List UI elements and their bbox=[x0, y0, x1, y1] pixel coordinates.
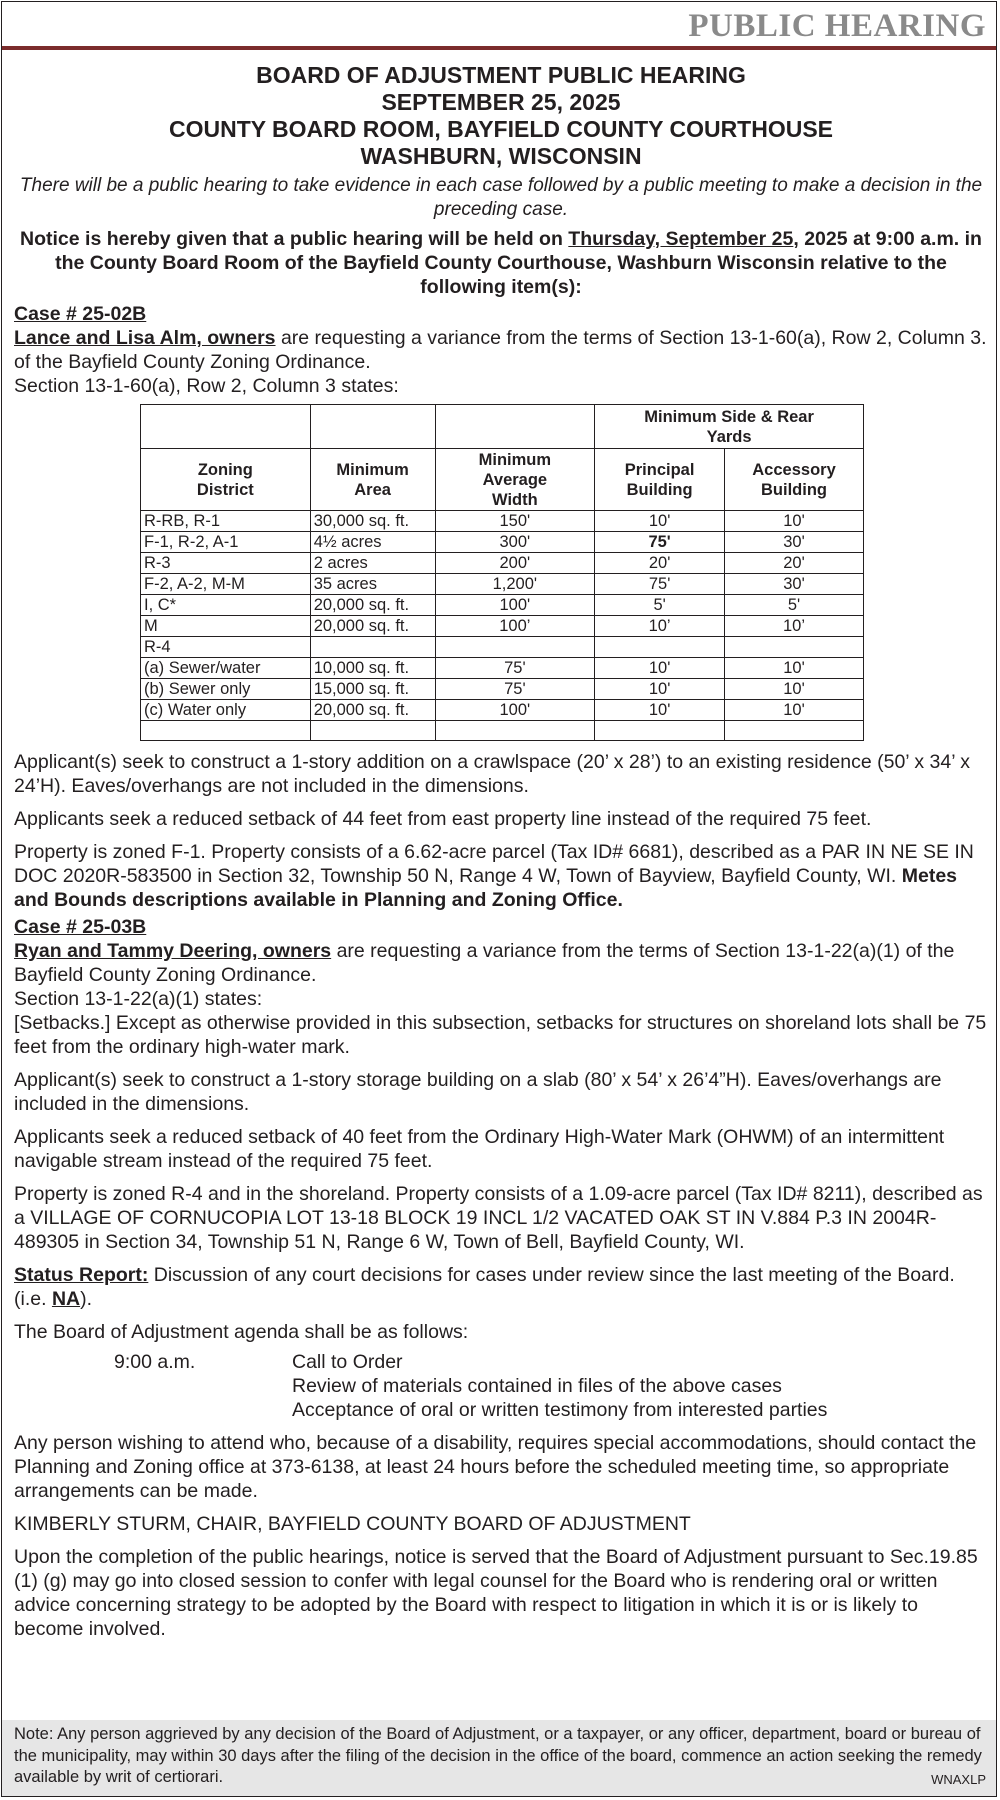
notice-pre: Notice is hereby given that a public hearing will be held on bbox=[20, 228, 569, 250]
table-cell: 10' bbox=[595, 700, 725, 721]
table-row bbox=[141, 637, 864, 658]
closed-session-text: Upon the completion of the public hearings, notice is served that the Board of Adjustment pursuant to Sec.19.85 (1) (g) may go into closed session to confer with legal counsel for the Board who is rendering oral or written advice concerning strategy to be adopted by the Board with respect to litigation in which it is or is likely to become involved. bbox=[14, 1546, 978, 1640]
table-cell: 2 acres bbox=[310, 553, 435, 574]
status-report bbox=[14, 1263, 988, 1311]
notice-post: , 2025 at 9:00 a.m. in the County Board Room of the Bayfield County Courthouse, Washburn Wisconsin relative to the following item(s): bbox=[55, 228, 982, 298]
table-cell: 15,000 sq. ft. bbox=[310, 679, 435, 700]
case-paragraph bbox=[14, 840, 988, 912]
case-paragraph-bold: Metes and Bounds descriptions available in Planning and Zoning Office. bbox=[14, 865, 958, 911]
table-cell: 35 acres bbox=[310, 574, 435, 595]
table-row bbox=[141, 574, 864, 595]
table-cell: 150' bbox=[435, 511, 595, 532]
notice-body bbox=[14, 62, 988, 1641]
table-row bbox=[141, 511, 864, 532]
case-paragraph: Applicants seek a reduced setback of 44 feet from east property line instead of the required 75 feet. bbox=[14, 808, 872, 830]
table-cell: 4½ acres bbox=[310, 532, 435, 553]
agenda-row bbox=[14, 1350, 988, 1422]
table-row bbox=[141, 553, 864, 574]
case-request-text: are requesting a variance from the terms of Section 13-1-60(a), Row 2, Column 3. of the Bayfield County Zoning Ordinance. bbox=[14, 327, 987, 373]
case-owners: Ryan and Tammy Deering, owners bbox=[14, 940, 332, 962]
agenda-time: 9:00 a.m. bbox=[114, 1351, 196, 1373]
table-cell: 300' bbox=[435, 532, 595, 553]
table-cell: 75' bbox=[435, 658, 595, 679]
zoning-table bbox=[140, 404, 864, 741]
heading-line: BOARD OF ADJUSTMENT PUBLIC HEARING bbox=[256, 62, 746, 88]
status-end: ). bbox=[80, 1288, 93, 1310]
section-intro: Section 13-1-22(a)(1) states: bbox=[14, 988, 263, 1010]
table-cell: 10' bbox=[725, 511, 864, 532]
table-cell: 100’ bbox=[435, 616, 595, 637]
table-cell: 10' bbox=[725, 679, 864, 700]
table-cell: 10' bbox=[725, 700, 864, 721]
table-cell: (b) Sewer only bbox=[141, 679, 311, 700]
table-row bbox=[141, 616, 864, 637]
table-cell bbox=[310, 721, 435, 741]
table-cell bbox=[725, 721, 864, 741]
heading-date: SEPTEMBER 25, 2025 bbox=[381, 89, 621, 115]
table-cell: 5' bbox=[725, 595, 864, 616]
table-cell: 20,000 sq. ft. bbox=[310, 616, 435, 637]
section-intro: Section 13-1-60(a), Row 2, Column 3 states: bbox=[14, 375, 399, 397]
table-row bbox=[141, 721, 864, 741]
table-cell: (a) Sewer/water bbox=[141, 658, 311, 679]
case-label: Case # 25-03B bbox=[14, 916, 147, 938]
table-cell: 10’ bbox=[595, 616, 725, 637]
table-header: Principal Building bbox=[595, 449, 725, 511]
table-cell: 20' bbox=[725, 553, 864, 574]
heading bbox=[14, 62, 988, 170]
table-cell: 20,000 sq. ft. bbox=[310, 700, 435, 721]
case-paragraph: Property is zoned R-4 and in the shoreland. Property consists of a 1.09-acre parcel (Tax ID# 8211), described as a VILLAGE OF CORNUCOPIA LOT 13-18 BLOCK 19 INCL 1/2 VACATED OAK ST IN V.884 P.3 IN 2004R-489305 in Section 34, Township 51 N, Range 6 W, Town of Bell, Bayfield County, WI. bbox=[14, 1183, 983, 1253]
case-request bbox=[14, 326, 988, 374]
case-label: Case # 25-02B bbox=[14, 303, 147, 325]
table-header: Minimum Area bbox=[310, 449, 435, 511]
table-cell bbox=[595, 637, 725, 658]
table-cell: F-2, A-2, M-M bbox=[141, 574, 311, 595]
footer-note-text: Note: Any person aggrieved by any decision of the Board of Adjustment, or a taxpayer, or any officer, department, board or bureau of the municipality, may within 30 days after the filing of the decision in the office of the board, commence an action seeking the remedy available by writ of certiorari. bbox=[14, 1725, 982, 1786]
table-cell bbox=[435, 721, 595, 741]
banner bbox=[2, 2, 996, 50]
table-cell: 75' bbox=[595, 574, 725, 595]
table-cell: 5' bbox=[595, 595, 725, 616]
notice-text bbox=[14, 227, 988, 299]
case-paragraph: Applicants seek a reduced setback of 40 feet from the Ordinary High-Water Mark (OHWM) of an intermittent navigable stream instead of the required 75 feet. bbox=[14, 1126, 945, 1172]
intro-text: There will be a public hearing to take evidence in each case followed by a public meeting to make a decision in the preceding case. bbox=[19, 175, 983, 220]
notice-frame bbox=[1, 1, 997, 1797]
table-cell: 100' bbox=[435, 595, 595, 616]
table-header-blank bbox=[310, 405, 435, 449]
table-row bbox=[141, 679, 864, 700]
footer-note bbox=[2, 1720, 996, 1796]
table-cell: 10' bbox=[595, 658, 725, 679]
case-owners: Lance and Lisa Alm, owners bbox=[14, 327, 276, 349]
table-header: Accessory Building bbox=[725, 449, 864, 511]
table-cell: 10' bbox=[725, 658, 864, 679]
table-cell: 30' bbox=[725, 574, 864, 595]
table-cell: 10’ bbox=[725, 616, 864, 637]
table-cell: 1,200' bbox=[435, 574, 595, 595]
section-quote: [Setbacks.] Except as otherwise provided in this subsection, setbacks for structures on shoreland lots shall be 75 feet from the ordinary high-water mark. bbox=[14, 1012, 987, 1058]
table-header-group: Minimum Side & Rear Yards bbox=[595, 405, 864, 449]
table-cell: (c) Water only bbox=[141, 700, 311, 721]
agenda-item: Call to Order bbox=[292, 1351, 403, 1373]
table-cell: R-3 bbox=[141, 553, 311, 574]
agenda-item: Review of materials contained in files of the above cases bbox=[292, 1375, 782, 1397]
table-cell: R-4 bbox=[141, 637, 311, 658]
zoning-table-body bbox=[141, 511, 864, 741]
case-request-text: are requesting a variance from the terms of Section 13-1-22(a)(1) of the Bayfield County Zoning Ordinance. bbox=[14, 940, 955, 986]
banner-title: PUBLIC HEARING bbox=[688, 8, 986, 44]
agenda-items bbox=[292, 1350, 827, 1422]
table-row bbox=[141, 595, 864, 616]
agenda-intro: The Board of Adjustment agenda shall be as follows: bbox=[14, 1321, 469, 1343]
status-text: Discussion of any court decisions for cases under review since the last meeting of the Board. (i.e. bbox=[14, 1264, 955, 1310]
table-cell bbox=[725, 637, 864, 658]
agenda-item: Acceptance of oral or written testimony from interested parties bbox=[292, 1399, 828, 1421]
footer-code: WNAXLP bbox=[931, 1771, 986, 1787]
table-cell: I, C* bbox=[141, 595, 311, 616]
table-cell: 10' bbox=[595, 679, 725, 700]
notice-date: Thursday, September 25 bbox=[568, 228, 794, 250]
case-paragraph-text: Property is zoned F-1. Property consists of a 6.62-acre parcel (Tax ID# 6681), described as a PAR IN NE SE IN DOC 2020R-583500 in Section 32, Township 50 N, Range 4 W, Town of Bayview, Bayfield County, WI. bbox=[14, 841, 974, 887]
table-header: Zoning District bbox=[141, 449, 311, 511]
table-row bbox=[141, 532, 864, 553]
table-cell: 10' bbox=[595, 511, 725, 532]
table-row bbox=[141, 658, 864, 679]
signature: KIMBERLY STURM, CHAIR, BAYFIELD COUNTY BOARD OF ADJUSTMENT bbox=[14, 1513, 691, 1535]
accommodations-text: Any person wishing to attend who, because of a disability, requires special accommodations, should contact the Planning and Zoning office at 373-6138, at least 24 hours before the scheduled meeting time, so appropriate arrangements can be made. bbox=[14, 1432, 977, 1502]
table-cell: 20,000 sq. ft. bbox=[310, 595, 435, 616]
table-cell: R-RB, R-1 bbox=[141, 511, 311, 532]
agenda bbox=[14, 1350, 988, 1422]
table-row bbox=[141, 700, 864, 721]
table-cell: 30' bbox=[725, 532, 864, 553]
table-cell: 75' bbox=[435, 679, 595, 700]
table-header: Minimum Average Width bbox=[435, 449, 595, 511]
table-cell: 75' bbox=[595, 532, 725, 553]
table-header-blank bbox=[435, 405, 595, 449]
heading-location: COUNTY BOARD ROOM, BAYFIELD COUNTY COURTHOUSE bbox=[168, 116, 834, 142]
status-na: NA bbox=[51, 1288, 81, 1310]
table-cell: 200' bbox=[435, 553, 595, 574]
table-cell: F-1, R-2, A-1 bbox=[141, 532, 311, 553]
case-paragraph: Applicant(s) seek to construct a 1-story storage building on a slab (80’ x 54’ x 26’4”H). Eaves/overhangs are included in the dimensions. bbox=[14, 1069, 942, 1115]
table-cell: 10,000 sq. ft. bbox=[310, 658, 435, 679]
case-paragraph: Applicant(s) seek to construct a 1-story addition on a crawlspace (20’ x 28’) to an existing residence (50’ x 34’ x 24’H). Eaves/overhangs are not included in the dimensions. bbox=[14, 751, 970, 797]
status-label: Status Report: bbox=[14, 1264, 149, 1286]
table-cell: 30,000 sq. ft. bbox=[310, 511, 435, 532]
table-cell bbox=[141, 721, 311, 741]
table-cell bbox=[310, 637, 435, 658]
heading-city: WASHBURN, WISCONSIN bbox=[360, 143, 642, 169]
table-cell bbox=[435, 637, 595, 658]
case-request bbox=[14, 939, 988, 987]
table-cell: 100' bbox=[435, 700, 595, 721]
table-cell bbox=[595, 721, 725, 741]
table-header-blank bbox=[141, 405, 311, 449]
table-cell: 20' bbox=[595, 553, 725, 574]
table-cell: M bbox=[141, 616, 311, 637]
